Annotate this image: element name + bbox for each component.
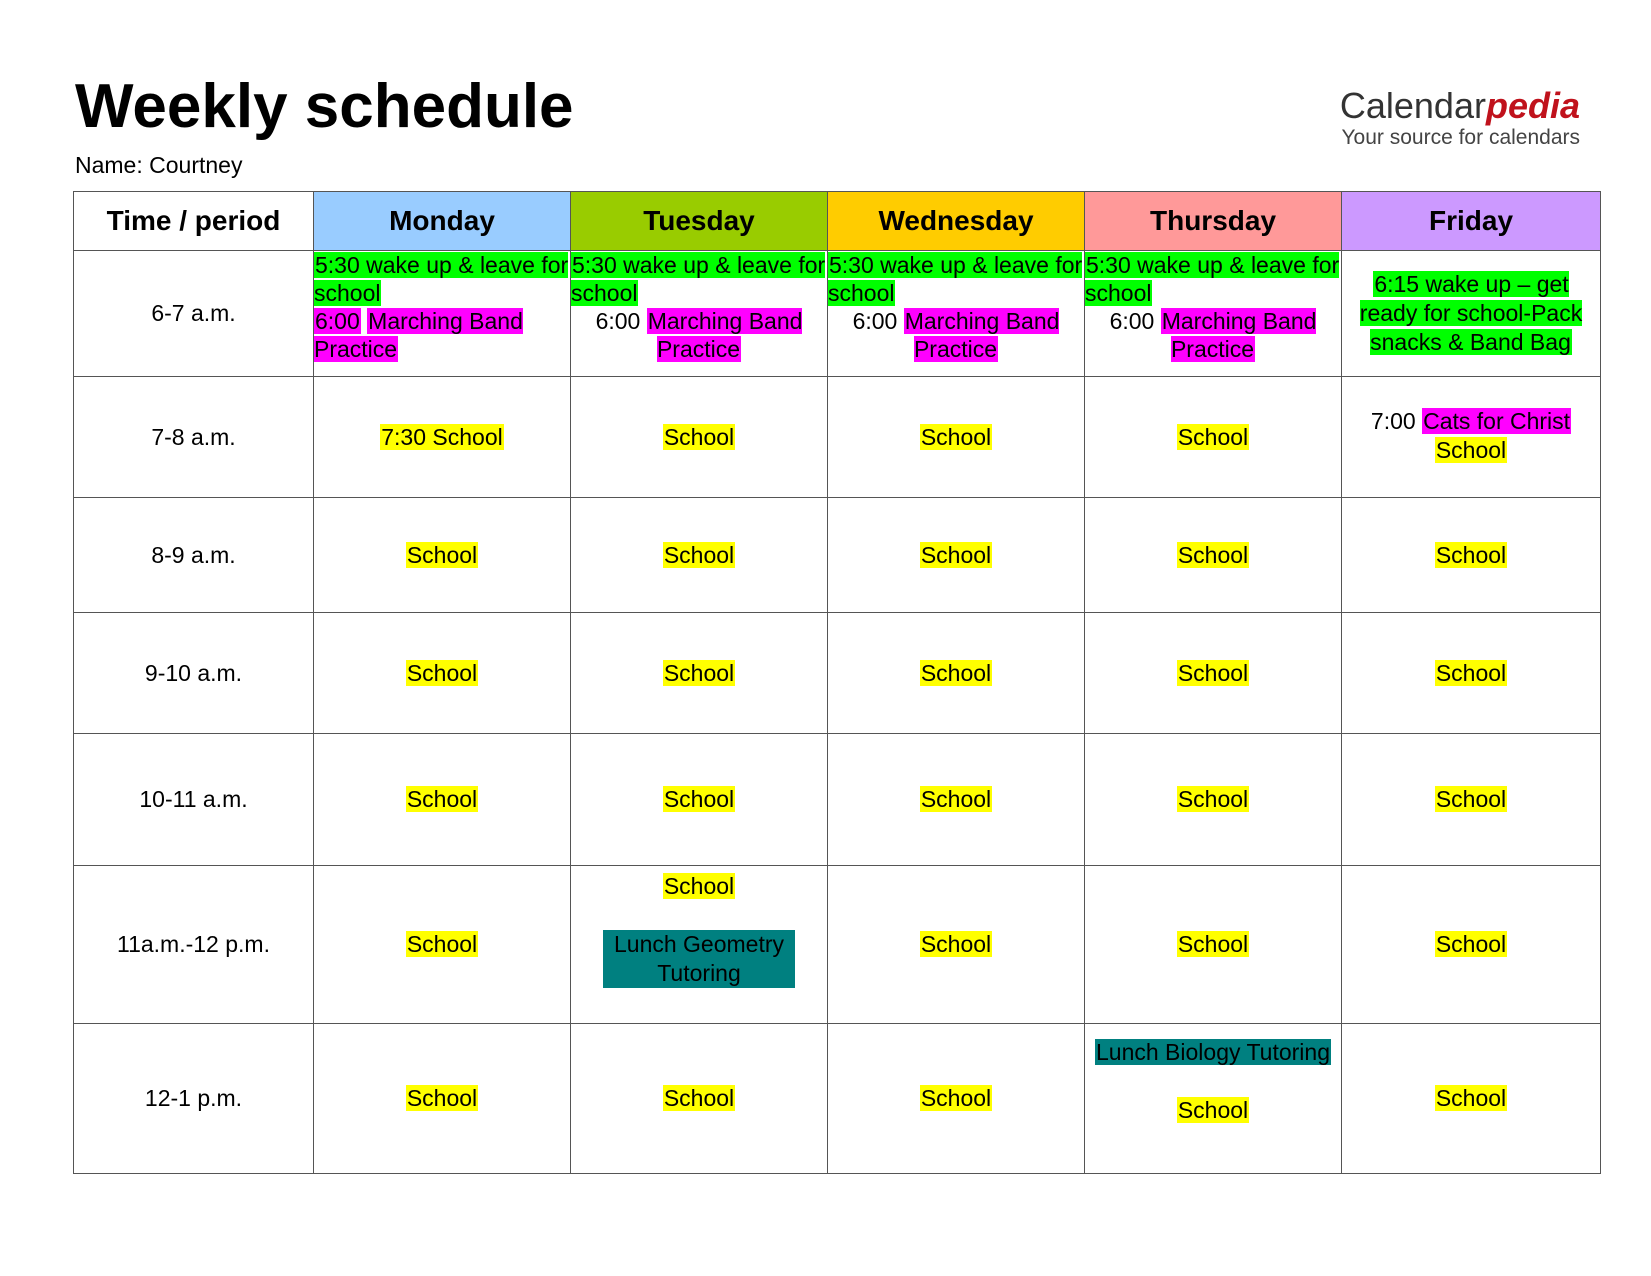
weekly-schedule-table bbox=[73, 191, 1601, 1174]
page-title: Weekly schedule bbox=[75, 72, 574, 141]
period-cell: 8-9 a.m. bbox=[74, 498, 314, 613]
schedule-cell-friday bbox=[1342, 866, 1601, 1024]
period-cell: 6-7 a.m. bbox=[74, 251, 314, 377]
schedule-cell-monday bbox=[314, 1024, 571, 1174]
entry-marching-band: Marching Band Practice bbox=[1161, 308, 1317, 362]
entry-lunch-geometry-tutoring: Lunch Geometry Tutoring bbox=[603, 930, 795, 988]
entry-school: School bbox=[663, 659, 735, 686]
schedule-cell-thursday bbox=[1085, 498, 1342, 613]
schedule-cell-friday bbox=[1342, 1024, 1601, 1174]
table-row bbox=[74, 377, 1601, 498]
entry-school: School bbox=[920, 423, 992, 450]
entry-school: School bbox=[1435, 659, 1507, 686]
period-cell: 12-1 p.m. bbox=[74, 1024, 314, 1174]
calendarpedia-logo[interactable] bbox=[1325, 85, 1580, 149]
entry-wake-up: 5:30 wake up & leave for school bbox=[1085, 252, 1340, 306]
schedule-cell-wednesday bbox=[828, 251, 1085, 377]
schedule-cell-tuesday bbox=[571, 251, 828, 377]
period-cell: 11a.m.-12 p.m. bbox=[74, 866, 314, 1024]
schedule-cell-thursday bbox=[1085, 866, 1342, 1024]
logo-tagline: Your source for calendars bbox=[1341, 126, 1580, 149]
header-tuesday: Tuesday bbox=[571, 192, 828, 251]
schedule-cell-monday bbox=[314, 866, 571, 1024]
schedule-cell-friday bbox=[1342, 377, 1601, 498]
entry-school: School bbox=[1177, 423, 1249, 450]
schedule-cell-tuesday bbox=[571, 498, 828, 613]
entry-time: 6:00 bbox=[595, 308, 641, 334]
schedule-cell-friday bbox=[1342, 613, 1601, 734]
entry-school: School bbox=[663, 786, 735, 812]
entry-school: School bbox=[663, 423, 735, 450]
schedule-cell-monday bbox=[314, 377, 571, 498]
schedule-cell-thursday bbox=[1085, 1024, 1342, 1174]
header-row bbox=[74, 192, 1601, 251]
entry-school: School bbox=[1177, 931, 1249, 957]
entry-marching-band: Marching Band Practice bbox=[647, 308, 803, 362]
schedule-cell-wednesday bbox=[828, 734, 1085, 866]
logo-wordmark bbox=[1325, 85, 1580, 126]
entry-school: School bbox=[406, 541, 478, 568]
logo-word-pedia: pedia bbox=[1485, 85, 1580, 126]
entry-time: 7:00 bbox=[1370, 408, 1416, 434]
entry-school: School bbox=[406, 931, 478, 957]
entry-school: School bbox=[920, 931, 992, 957]
name-label: Name: Courtney bbox=[75, 152, 243, 178]
entry-school: School bbox=[406, 786, 478, 812]
schedule-cell-monday bbox=[314, 613, 571, 734]
entry-school: School bbox=[1435, 541, 1507, 568]
schedule-cell-tuesday bbox=[571, 377, 828, 498]
schedule-cell-monday bbox=[314, 734, 571, 866]
entry-school: School bbox=[1177, 786, 1249, 812]
schedule-cell-wednesday bbox=[828, 866, 1085, 1024]
schedule-cell-thursday bbox=[1085, 613, 1342, 734]
schedule-cell-wednesday bbox=[828, 498, 1085, 613]
entry-marching-band: Marching Band Practice bbox=[314, 308, 523, 362]
schedule-cell-wednesday bbox=[828, 613, 1085, 734]
header-friday: Friday bbox=[1342, 192, 1601, 251]
schedule-cell-thursday bbox=[1085, 251, 1342, 377]
entry-school: School bbox=[406, 659, 478, 686]
entry-school: School bbox=[663, 873, 735, 899]
entry-school: School bbox=[663, 1085, 735, 1111]
entry-time: 6:00 bbox=[852, 308, 898, 334]
entry-school: School bbox=[1177, 659, 1249, 686]
logo-word-calendar: Calendar bbox=[1339, 85, 1486, 126]
entry-school: School bbox=[1177, 541, 1249, 568]
header-monday: Monday bbox=[314, 192, 571, 251]
schedule-cell-tuesday bbox=[571, 866, 828, 1024]
entry-time: 6:00 bbox=[315, 308, 360, 334]
entry-school: School bbox=[920, 541, 992, 568]
table-row bbox=[74, 613, 1601, 734]
table-row bbox=[74, 734, 1601, 866]
entry-time: 6:00 bbox=[1109, 308, 1155, 334]
table-row bbox=[74, 866, 1601, 1024]
schedule-cell-thursday bbox=[1085, 734, 1342, 866]
schedule-cell-monday bbox=[314, 251, 571, 377]
entry-wake-up: 5:30 wake up & leave for school bbox=[828, 252, 1083, 306]
schedule-cell-friday bbox=[1342, 251, 1601, 377]
entry-school: 7:30 School bbox=[381, 423, 503, 450]
schedule-cell-monday bbox=[314, 498, 571, 613]
entry-school: School bbox=[1435, 437, 1507, 463]
entry-marching-band: Marching Band Practice bbox=[904, 308, 1060, 362]
entry-school: School bbox=[920, 786, 992, 812]
header-time-period: Time / period bbox=[74, 192, 314, 251]
schedule-cell-wednesday bbox=[828, 377, 1085, 498]
entry-school: School bbox=[920, 659, 992, 686]
entry-lunch-biology-tutoring: Lunch Biology Tutoring bbox=[1096, 1039, 1330, 1065]
header-wednesday: Wednesday bbox=[828, 192, 1085, 251]
period-cell: 10-11 a.m. bbox=[74, 734, 314, 866]
header-thursday: Thursday bbox=[1085, 192, 1342, 251]
entry-school: School bbox=[1435, 786, 1507, 812]
schedule-cell-tuesday bbox=[571, 613, 828, 734]
table-row bbox=[74, 498, 1601, 613]
entry-school: School bbox=[663, 541, 735, 568]
schedule-cell-friday bbox=[1342, 734, 1601, 866]
entry-cats-for-christ: Cats for Christ bbox=[1423, 408, 1571, 434]
entry-school: School bbox=[1435, 931, 1507, 957]
schedule-cell-wednesday bbox=[828, 1024, 1085, 1174]
entry-wake-up: 6:15 wake up – get ready for school-Pack snacks & Band Bag bbox=[1359, 271, 1583, 355]
entry-school: School bbox=[1435, 1085, 1507, 1111]
period-cell: 7-8 a.m. bbox=[74, 377, 314, 498]
table-row bbox=[74, 1024, 1601, 1174]
period-cell: 9-10 a.m. bbox=[74, 613, 314, 734]
schedule-cell-thursday bbox=[1085, 377, 1342, 498]
entry-school: School bbox=[1177, 1097, 1249, 1123]
schedule-cell-tuesday bbox=[571, 1024, 828, 1174]
schedule-cell-friday bbox=[1342, 498, 1601, 613]
entry-school: School bbox=[920, 1085, 992, 1111]
schedule-cell-tuesday bbox=[571, 734, 828, 866]
entry-wake-up: 5:30 wake up & leave for school bbox=[571, 252, 826, 306]
entry-wake-up: 5:30 wake up & leave for school bbox=[314, 252, 569, 306]
table-row bbox=[74, 251, 1601, 377]
entry-school: School bbox=[406, 1085, 478, 1111]
